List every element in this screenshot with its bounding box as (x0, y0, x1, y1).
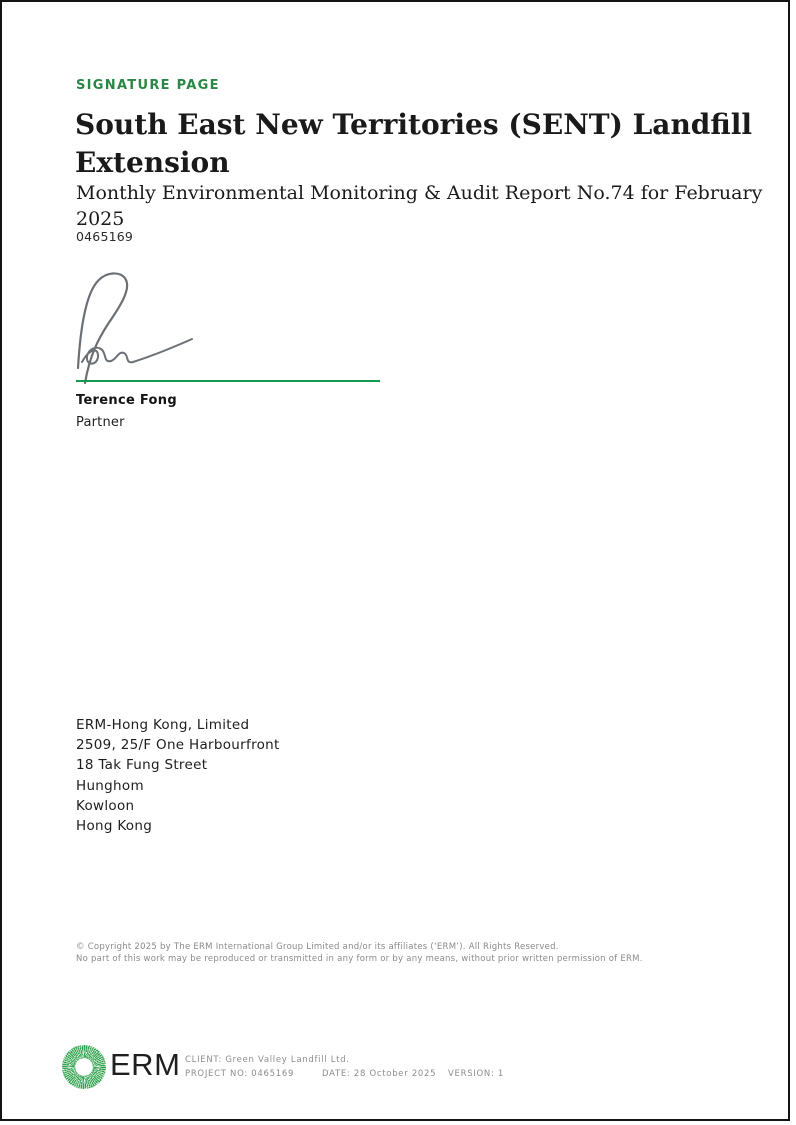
page-title (75, 106, 752, 182)
footer-client: CLIENT: Green Valley Landfill Ltd. (185, 1055, 350, 1065)
signatory-name: Terence Fong (76, 393, 177, 408)
copyright-notice (76, 941, 643, 966)
footer-date: DATE: 28 October 2025 (322, 1069, 437, 1079)
copyright-line-1: © Copyright 2025 by The ERM International Group Limited and/or its affiliates (‘ERM’). All Rights Reserved. (76, 942, 559, 952)
erm-logo-wordmark: ERM (110, 1047, 181, 1082)
company-address (76, 715, 280, 836)
report-subtitle-line-1: Monthly Environmental Monitoring & Audit Report No.74 for February (76, 182, 763, 204)
erm-logo-icon (62, 1045, 106, 1089)
address-line-company: ERM-Hong Kong, Limited (76, 717, 250, 733)
signature-image (70, 266, 210, 386)
signatory-title: Partner (76, 415, 125, 430)
signature-line (76, 380, 380, 382)
report-subtitle (76, 181, 762, 232)
address-line-street: 18 Tak Fung Street (76, 757, 208, 774)
footer-meta-row (185, 1069, 585, 1081)
project-number: 0465169 (76, 229, 134, 244)
footer-project-no: PROJECT NO: 0465169 (185, 1069, 295, 1079)
page-title-line-2: Extension (75, 146, 230, 179)
signature-page-label: SIGNATURE PAGE (76, 78, 220, 93)
address-line-region: Kowloon (76, 797, 135, 814)
address-line-district: Hunghom (76, 777, 144, 794)
footer-version: VERSION: 1 (448, 1069, 505, 1079)
page-title-line-1: South East New Territories (SENT) Landfill (75, 108, 753, 141)
address-line-floor: 2509, 25/F One Harbourfront (76, 737, 280, 754)
report-subtitle-line-2: 2025 (76, 207, 125, 230)
copyright-line-2: No part of this work may be reproduced or transmitted in any form or by any means, without prior written permission of ERM. (76, 954, 643, 965)
address-line-territory: Hong Kong (76, 818, 153, 835)
